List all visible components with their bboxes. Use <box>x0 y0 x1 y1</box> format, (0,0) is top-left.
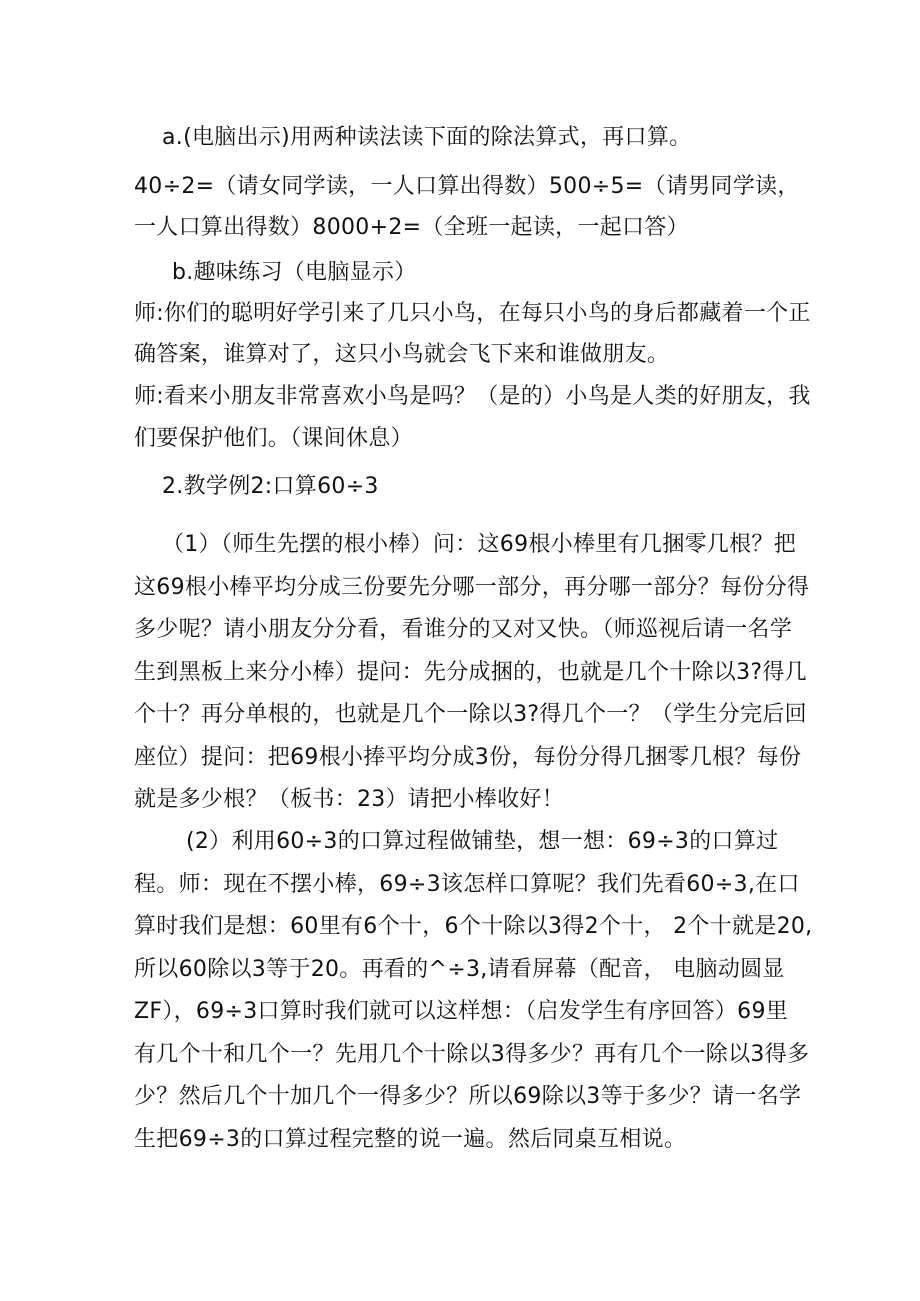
text-line-23: 少？然后几个十加几个一得多少？所以69除以3等于多少？请一名学 <box>134 1084 802 1109</box>
text-line-5: 师:你们的聪明好学引来了几只小鸟，在每只小鸟的身后都藏着一个正 <box>134 301 811 326</box>
text-line-19: 算时我们是想：60里有6个十，6个十除以3得2个十， 2个十就是20, <box>134 914 813 939</box>
text-line-10: （1）（师生先摆的根小棒）问：这69根小棒里有几捆零几根？把 <box>162 532 796 557</box>
text-line-3: 一人口算出得数）8000+2=（全班一起读，一起口答） <box>134 215 689 240</box>
text-line-7: 师:看来小朋友非常喜欢小鸟是吗？（是的）小鸟是人类的好朋友，我 <box>134 384 811 409</box>
text-line-8: 们要保护他们。（课间休息） <box>134 426 413 451</box>
text-line-18: 程。师：现在不摆小棒，69÷3该怎样口算呢？我们先看60÷3,在口 <box>134 872 800 897</box>
text-line-2: 40÷2=（请女同学读，一人口算出得数）500÷5=（请男同学读， <box>134 174 800 199</box>
text-line-13: 生到黑板上来分小棒）提问：先分成捆的，也就是几个十除以3?得几 <box>134 660 807 685</box>
text-line-22: 有几个十和几个一？先用几个十除以3得多少？再有几个一除以3得多 <box>134 1042 810 1067</box>
text-line-16: 就是多少根？（板书：23）请把小棒收好！ <box>134 787 564 812</box>
text-line-14: 个十？再分单根的，也就是几个一除以3?得几个一？（学生分完后回 <box>134 702 807 727</box>
text-line-12: 多少呢？请小朋友分分看，看谁分的又对又快。（师巡视后请一名学 <box>134 617 793 642</box>
text-line-24: 生把69÷3的口算过程完整的说一遍。然后同桌互相说。 <box>134 1127 687 1152</box>
text-line-1: a.(电脑出示)用两种读法读下面的除法算式，再口算。 <box>162 125 692 150</box>
text-line-20: 所以60除以3等于20。再看的^÷3,请看屏幕（配音， 电脑动圆显 <box>134 957 785 982</box>
text-line-15: 座位）提问：把69根小捧平均分成3份，每份分得几捆零几根？每份 <box>134 745 802 770</box>
text-line-21: ZF），69÷3口算时我们就可以这样想：（启发学生有序回答）69里 <box>134 999 789 1024</box>
text-line-4: b.趣味练习（电脑显示） <box>172 260 417 285</box>
text-line-11: 这69根小棒平均分成三份要先分哪一部分，再分哪一部分？每份分得 <box>134 575 810 600</box>
text-line-6: 确答案，谁算对了，这只小鸟就会飞下来和谁做朋友。 <box>134 342 670 367</box>
text-line-17: (2）利用60÷3的口算过程做铺垫，想一想：69÷3的口算过 <box>186 829 779 854</box>
text-line-9: 2.教学例2:口算60÷3 <box>162 474 379 499</box>
